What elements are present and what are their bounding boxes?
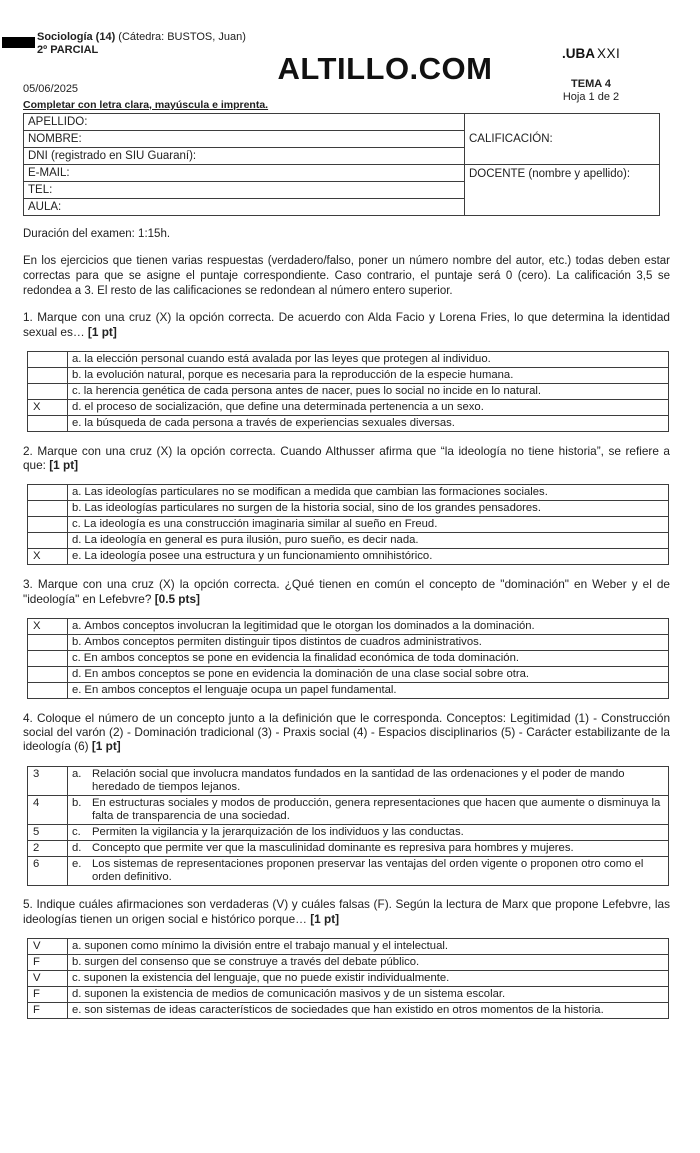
option-letter: c.	[72, 971, 81, 984]
question-5-prompt	[23, 897, 670, 926]
question-1-points: [1 pt]	[87, 324, 117, 339]
answer-row	[28, 485, 669, 501]
answer-row	[28, 666, 669, 682]
question-4-answer-table	[27, 766, 669, 886]
answer-row	[28, 856, 669, 885]
question-1-answer-table	[27, 351, 669, 432]
field-tel: TEL:	[24, 182, 465, 199]
prompt-text: 1. Marque con una cruz (X) la opción correcta. De acuerdo con Alda Facio y Lorena Fries, lo que determina la identidad sexual es…	[23, 310, 670, 339]
answer-mark-cell	[28, 650, 68, 666]
question-5-answer-table	[27, 938, 669, 1019]
answer-mark-cell	[28, 351, 68, 367]
answer-option-cell	[68, 415, 669, 431]
option-text: suponen la existencia de medios de comunicación masivos y de un sistema escolar.	[84, 987, 506, 1000]
answer-mark-cell	[28, 682, 68, 698]
option-letter: a.	[72, 352, 82, 365]
answer-row	[28, 634, 669, 650]
answer-mark-cell: F	[28, 954, 68, 970]
answer-row	[28, 549, 669, 565]
answer-mark-cell	[28, 666, 68, 682]
prompt-text: 4. Coloque el número de un concepto junto a la definición que le corresponda. Conceptos: Legitimidad (1) - Construcción social del varón (2) - Dominación tradicional (3) - Praxis social (4) - Espacios disciplinarios (5) - Carácter estabilizante de la ideología (6)	[23, 710, 670, 754]
answer-option-cell	[68, 840, 669, 856]
question-1	[23, 310, 670, 432]
exam-duration: Duración del examen: 1:15h.	[23, 228, 171, 240]
option-text: Los sistemas de representaciones proponen preservar las ventajas del orden vigente o proponen otro como el orden definitivo.	[92, 857, 644, 883]
option-text: En estructuras sociales y modos de producción, genera representaciones que hacen que aumente o disminuya la falta de transparencia de una sociedad.	[92, 796, 661, 822]
question-4-prompt	[23, 711, 670, 754]
question-2-prompt	[23, 444, 670, 473]
answer-option-cell	[68, 501, 669, 517]
option-text: el proceso de socialización, que define una determinada pertenencia a un sexo.	[84, 400, 484, 413]
answer-mark-cell: X	[28, 399, 68, 415]
option-letter: c.	[72, 825, 81, 838]
option-letter: d.	[72, 987, 82, 1000]
answer-row	[28, 938, 669, 954]
answer-option-cell	[68, 351, 669, 367]
course-chair: (Cátedra: BUSTOS, Juan)	[115, 31, 246, 43]
answer-row	[28, 399, 669, 415]
option-letter: e.	[72, 1003, 82, 1016]
exam-type-label: 2º PARCIAL	[37, 44, 99, 56]
question-3	[23, 577, 670, 699]
answer-mark-cell	[28, 533, 68, 549]
option-letter: b.	[72, 368, 82, 381]
question-2-points: [1 pt]	[49, 458, 79, 473]
option-text: la herencia genética de cada persona antes de nacer, pues lo social no incide en lo natural.	[83, 384, 542, 397]
answer-option-cell	[68, 549, 669, 565]
answer-row	[28, 986, 669, 1002]
option-letter: b.	[72, 955, 82, 968]
question-5	[23, 897, 670, 1019]
option-text: surgen del consenso que se construye a través del debate público.	[84, 955, 420, 968]
answer-option-cell	[68, 666, 669, 682]
option-letter: e.	[72, 683, 82, 696]
answer-row	[28, 766, 669, 795]
course-name: Sociología (14)	[37, 31, 116, 43]
question-2-answer-table	[27, 484, 669, 565]
option-text: Concepto que permite ver que la masculinidad dominante es represiva para hombres y mujeres.	[92, 841, 574, 854]
prompt-text: 3. Marque con una cruz (X) la opción correcta. ¿Qué tienen en común el concepto de "dominación" en Weber y el de "ideología" en Lefebvre?	[23, 577, 670, 606]
answer-row	[28, 618, 669, 634]
answer-option-cell	[68, 383, 669, 399]
answer-mark-cell: 2	[28, 840, 68, 856]
option-text: suponen la existencia del lenguaje, que no puede existir individualmente.	[83, 971, 450, 984]
answer-mark-cell	[28, 367, 68, 383]
answer-row	[28, 824, 669, 840]
answer-row	[28, 970, 669, 986]
answer-option-cell	[68, 399, 669, 415]
option-text: La ideología en general es pura ilusión, puro sueño, es decir nada.	[84, 534, 419, 547]
field-email: E-MAIL:	[24, 165, 465, 182]
option-text: La ideología es una construcción imaginaria similar al sueño en Freud.	[83, 518, 438, 531]
option-letter: b.	[72, 502, 82, 515]
question-5-points: [1 pt]	[310, 911, 340, 926]
answer-option-cell	[68, 634, 669, 650]
option-letter: d.	[72, 534, 82, 547]
field-apellido: APELLIDO:	[24, 114, 465, 131]
fill-instructions: Completar con letra clara, mayúscula e imprenta.	[23, 99, 269, 111]
option-letter: c.	[72, 384, 81, 397]
option-letter: d.	[72, 841, 82, 854]
form-row	[24, 114, 660, 131]
option-text: Ambos conceptos involucran la legitimidad que le otorgan los dominados a la dominación.	[84, 619, 535, 632]
option-letter: d.	[72, 400, 82, 413]
answer-option-cell	[68, 938, 669, 954]
option-text: la evolución natural, porque es necesaria para la reproducción de la especie humana.	[84, 368, 514, 381]
answer-row	[28, 954, 669, 970]
question-3-prompt	[23, 577, 670, 606]
option-letter: e.	[72, 550, 82, 563]
option-text: Ambos conceptos permiten distinguir tipos distintos de cuadros administrativos.	[84, 635, 482, 648]
option-letter: a.	[72, 767, 82, 780]
answer-row	[28, 1002, 669, 1018]
prompt-text: 5. Indique cuáles afirmaciones son verdaderas (V) y cuáles falsas (F). Según la lectura de Marx que propone Lefebvre, las ideologías tienen un origen social e histórico porque…	[23, 897, 670, 926]
answer-option-cell	[68, 824, 669, 840]
option-text: son sistemas de ideas característicos de sociedades que han existido en otros momentos de la historia.	[84, 1003, 604, 1016]
xxi-logo-text: XXI	[597, 46, 621, 61]
answer-row	[28, 501, 669, 517]
answer-option-cell	[68, 650, 669, 666]
option-text: Permiten la vigilancia y la jerarquización de los individuos y las conductas.	[92, 825, 464, 838]
answer-row	[28, 367, 669, 383]
question-3-points: [0.5 pts]	[154, 591, 200, 606]
answer-row	[28, 650, 669, 666]
field-calificacion: CALIFICACIÓN:	[465, 114, 660, 165]
answer-mark-cell: 4	[28, 795, 68, 824]
field-aula: AULA:	[24, 199, 465, 216]
answer-row	[28, 383, 669, 399]
answer-option-cell	[68, 1002, 669, 1018]
field-nombre: NOMBRE:	[24, 131, 465, 148]
answer-option-cell	[68, 970, 669, 986]
answer-mark-cell: V	[28, 938, 68, 954]
option-letter: b.	[72, 635, 82, 648]
answer-option-cell	[68, 533, 669, 549]
option-letter: a.	[72, 939, 82, 952]
question-2	[23, 444, 670, 566]
answer-option-cell	[68, 485, 669, 501]
option-letter: b.	[72, 796, 82, 809]
answer-mark-cell: 3	[28, 766, 68, 795]
tema-label: TEMA 4	[571, 78, 611, 90]
option-text: Las ideologías particulares no se modifican a medida que cambian las formaciones sociales.	[84, 486, 548, 499]
option-text: suponen como mínimo la división entre el trabajo manual y el intelectual.	[84, 939, 449, 952]
question-4	[23, 711, 670, 886]
course-title	[37, 31, 246, 43]
option-letter: c.	[72, 518, 81, 531]
option-letter: c.	[72, 651, 81, 664]
answer-mark-cell: X	[28, 618, 68, 634]
question-4-points: [1 pt]	[91, 739, 121, 754]
answer-option-cell	[68, 795, 669, 824]
option-text: la elección personal cuando está avalada por las leyes que protegen al individuo.	[84, 352, 491, 365]
exam-body	[23, 113, 670, 1019]
answer-mark-cell: V	[28, 970, 68, 986]
student-info-table	[23, 113, 660, 216]
answer-mark-cell: 5	[28, 824, 68, 840]
answer-mark-cell	[28, 517, 68, 533]
answer-row	[28, 682, 669, 698]
field-dni: DNI (registrado en SIU Guaraní):	[24, 148, 465, 165]
answer-row	[28, 415, 669, 431]
answer-option-cell	[68, 618, 669, 634]
answer-row	[28, 517, 669, 533]
answer-option-cell	[68, 766, 669, 795]
answer-option-cell	[68, 856, 669, 885]
option-letter: a.	[72, 486, 82, 499]
answer-mark-cell: F	[28, 986, 68, 1002]
answer-row	[28, 351, 669, 367]
answer-option-cell	[68, 986, 669, 1002]
question-3-answer-table	[27, 618, 669, 699]
form-row	[24, 165, 660, 182]
option-letter: d.	[72, 667, 82, 680]
option-text: La ideología posee una estructura y un funcionamiento omnihistórico.	[84, 550, 433, 563]
answer-mark-cell	[28, 501, 68, 517]
prompt-text: 2. Marque con una cruz (X) la opción correcta. Cuando Althusser afirma que “la ideología no tiene historia”, se refiere a que:	[23, 443, 670, 473]
uba-logo-text: .UBA	[562, 46, 595, 61]
option-text: Las ideologías particulares no surgen de la historia social, sino de los grandes pensadores.	[84, 502, 541, 515]
answer-mark-cell	[28, 485, 68, 501]
answer-option-cell	[68, 517, 669, 533]
answer-mark-cell: X	[28, 549, 68, 565]
option-text: Relación social que involucra mandatos fundados en la santidad de las ordenaciones y el poder de mando heredado de tiempos lejanos.	[92, 767, 625, 793]
answer-mark-cell	[28, 383, 68, 399]
option-letter: e.	[72, 857, 82, 870]
uba-xxi-logo	[562, 46, 620, 61]
site-watermark-title: ALTILLO.COM	[277, 51, 493, 86]
answer-option-cell	[68, 367, 669, 383]
field-docente: DOCENTE (nombre y apellido):	[465, 165, 660, 216]
exam-date: 05/06/2025	[23, 83, 79, 95]
option-text: En ambos conceptos el lenguaje ocupa un papel fundamental.	[84, 683, 397, 696]
sheet-number: Hoja 1 de 2	[562, 90, 620, 103]
answer-mark-cell	[28, 415, 68, 431]
answer-row	[28, 795, 669, 824]
answer-option-cell	[68, 682, 669, 698]
answer-mark-cell	[28, 634, 68, 650]
answer-row	[28, 533, 669, 549]
answer-mark-cell: F	[28, 1002, 68, 1018]
answer-mark-cell: 6	[28, 856, 68, 885]
answer-option-cell	[68, 954, 669, 970]
option-letter: e.	[72, 416, 82, 429]
option-letter: a.	[72, 619, 82, 632]
option-text: En ambos conceptos se pone en evidencia la dominación de una clase social sobre otra.	[84, 667, 530, 680]
option-text: En ambos conceptos se pone en evidencia la finalidad económica de toda dominación.	[83, 651, 520, 664]
tema-block	[545, 78, 637, 103]
question-1-prompt	[23, 310, 670, 339]
option-text: la búsqueda de cada persona a través de experiencias sexuales diversas.	[84, 416, 455, 429]
answer-row	[28, 840, 669, 856]
redacted-logo	[2, 37, 35, 48]
grading-rules: En los ejercicios que tienen varias respuestas (verdadero/falso, poner un número nombre del autor, etc.) todas deben estar correctas para que se asigne el puntaje correspondiente. Caso contrario, el puntaje será 0 (cero). La calificación 3,5 se redondea a 3. El resto de las calificaciones se redondean al número entero superior.	[23, 254, 670, 297]
